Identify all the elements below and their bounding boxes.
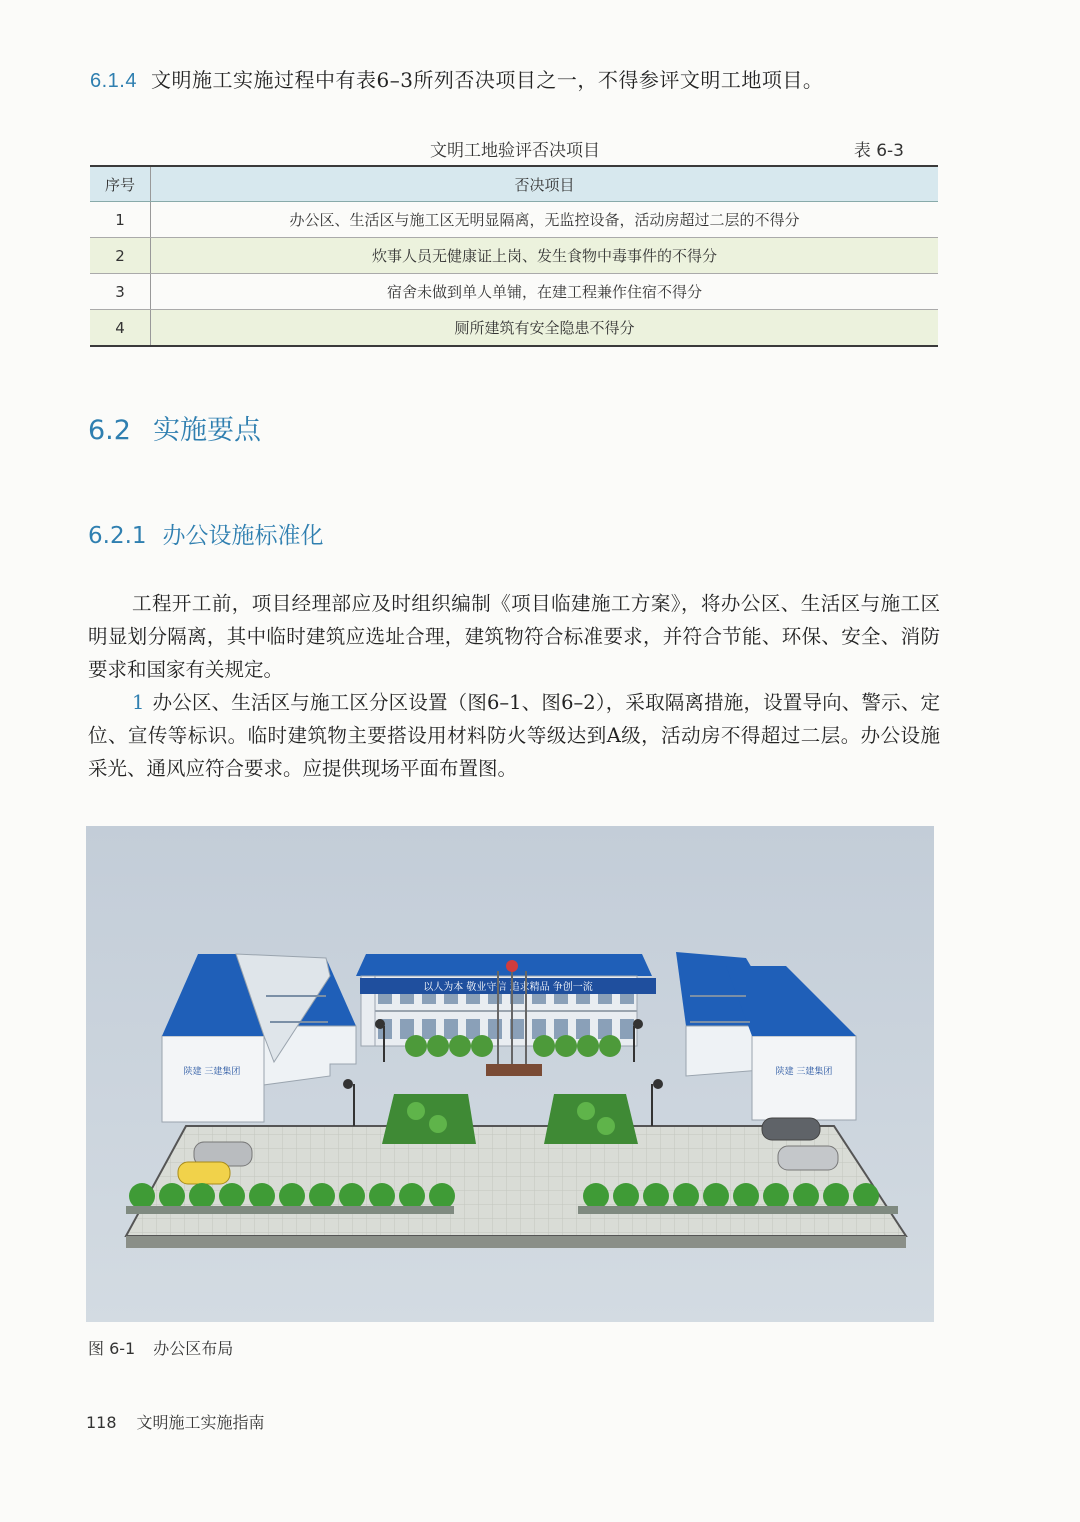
left-logo-text: 陕建 三建集团 (183, 1067, 241, 1077)
book-title: 文明施工实施指南 (136, 1413, 265, 1432)
subsection-number: 6.2.1 (88, 523, 147, 549)
table-number: 表 6-3 (853, 141, 904, 161)
row-no: 4 (90, 310, 151, 347)
row-no: 3 (90, 274, 151, 310)
col-header-item: 否决项目 (151, 166, 939, 202)
subsection-heading-6-2-1 (88, 517, 324, 550)
subsection-title: 办公设施标准化 (162, 523, 324, 549)
table-row (90, 238, 938, 274)
item-text: 办公区、生活区与施工区分区设置（图6–1、图6–2），采取隔离措施，设置导向、警示、定位、宣传等标识。临时建筑物主要搭设用材料防火等级达到A级，活动房不得超过二层。办公设施采光、通风应符合要求。应提供现场平面布置图。 (88, 691, 940, 780)
page-footer (86, 1410, 265, 1433)
figure-caption (88, 1336, 233, 1359)
section-number: 6.2 (88, 415, 131, 446)
clause-6-1-4 (90, 64, 823, 93)
col-header-no: 序号 (90, 166, 151, 202)
section-title: 实施要点 (152, 415, 261, 446)
figure-number: 图 6-1 (88, 1339, 136, 1358)
section-heading-6-2 (88, 408, 261, 447)
paragraph-intro: 工程开工前，项目经理部应及时组织编制《项目临建施工方案》，将办公区、生活区与施工区明显划分隔离，其中临时建筑应选址合理，建筑物符合标准要求，并符合节能、环保、安全、消防要求和国家有关规定。 (88, 592, 940, 681)
table-title: 文明工地验评否决项目 (430, 141, 600, 161)
item-number: 1 (132, 691, 145, 714)
row-item: 宿舍未做到单人单铺，在建工程兼作住宿不得分 (151, 274, 939, 310)
right-logo-text: 陕建 三建集团 (775, 1067, 833, 1077)
row-no: 1 (90, 202, 151, 238)
lawn-right (544, 1094, 638, 1144)
office-layout-figure (86, 826, 934, 1322)
slogan-banner-text: 以人为本 敬业守信 追求精品 争创一流 (423, 982, 593, 993)
lawn-left (382, 1094, 476, 1144)
figure-title: 办公区布局 (153, 1339, 234, 1358)
office-layout-illustration (86, 826, 934, 1322)
row-item: 办公区、生活区与施工区无明显隔离，无监控设备，活动房超过二层的不得分 (151, 202, 939, 238)
page-number: 118 (86, 1413, 117, 1432)
signboard (486, 1064, 542, 1076)
row-no: 2 (90, 238, 151, 274)
veto-items-table (90, 165, 938, 347)
row-item: 厕所建筑有安全隐患不得分 (151, 310, 939, 347)
table-caption (90, 136, 940, 162)
clause-text: 文明施工实施过程中有表6–3所列否决项目之一，不得参评文明工地项目。 (150, 68, 824, 92)
table-row (90, 310, 938, 347)
table-row (90, 274, 938, 310)
table-row (90, 202, 938, 238)
row-item: 炊事人员无健康证上岗、发生食物中毒事件的不得分 (151, 238, 939, 274)
clause-number: 6.1.4 (90, 70, 137, 92)
table-header-row (90, 166, 938, 202)
back-building (356, 954, 652, 1046)
paragraph-item-1 (88, 686, 940, 785)
